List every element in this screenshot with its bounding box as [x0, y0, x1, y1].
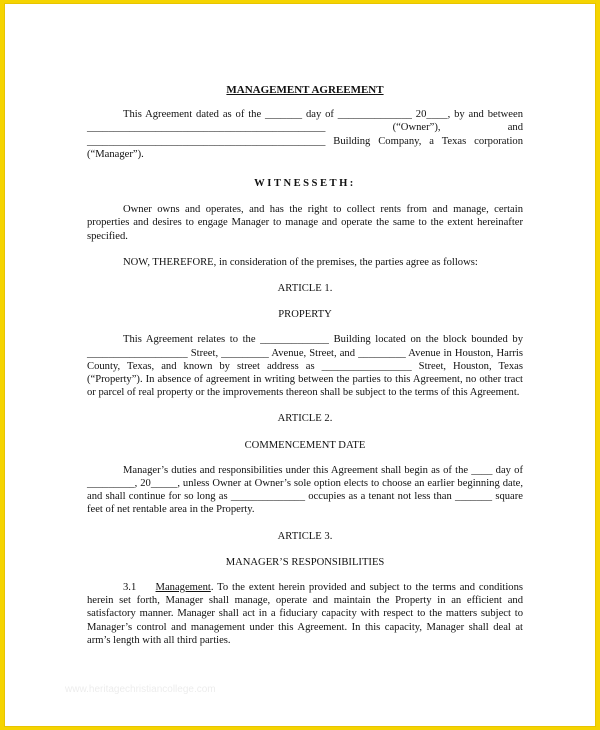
article-1-heading: PROPERTY: [278, 309, 332, 321]
section-3-1-number: 3.1: [123, 582, 137, 594]
document-title: MANAGEMENT AGREEMENT: [226, 84, 384, 96]
section-3-1-title: Management: [155, 582, 211, 594]
witnesseth-heading: WITNESSETH:: [254, 178, 356, 190]
document-page: [5, 4, 595, 726]
article-3-heading: MANAGER’S RESPONSIBILITIES: [225, 556, 385, 568]
intro-paragraph: This Agreement dated as of the _______ day of ______________ 20____, by and between _____________________________________________ (“Owner”), and _____________________________________________ Building Company, a Texas corporation (“Manager”).: [87, 109, 523, 160]
article-3-number: ARTICLE 3.: [277, 530, 333, 542]
article-2-body: Manager’s duties and responsibilities under this Agreement shall begin as of the ____ day of _________, 20_____, unless Owner at Owner’s sole option elects to choose an earlier beginning date, and shall continue for so long as ______________ occupies as a tenant not less than _______ square feet of net rentable area in the Property.: [87, 464, 523, 516]
article-1-body: This Agreement relates to the _____________ Building located on the block bounded by ___________________ Street, _________ Avenue, Street, and _________ Avenue in Houston, Harris County, Texas, and known by street address as _________________ Street, Houston, Texas (“Property”). In absence of agreement in writing between the parties to this Agreement, no other tract or parcel of real property or the improvements thereon shall be subject to the terms of this Agreement.: [87, 334, 523, 399]
section-3-1-paragraph: [87, 581, 523, 647]
document-body: [87, 84, 523, 647]
recital-paragraph: Owner owns and operates, and has the right to collect rents from and manage, certain properties and desires to engage Manager to manage and operate the same to the extent hereinafter specified.: [87, 204, 523, 242]
section-3-1-body: . To the extent herein provided and subject to the terms and conditions herein set forth, Manager shall manage, operate and maintain the Property in an efficient and satisfactory manner. Manager shall act in a fiduciary capacity with respect to the matters subject to Manager’s control and management under this Agreement. In this capacity, Manager shall deal at arm’s length with all third parties.: [87, 582, 523, 646]
article-2-number: ARTICLE 2.: [277, 413, 333, 425]
article-1-number: ARTICLE 1.: [277, 283, 333, 295]
now-therefore-paragraph: NOW, THEREFORE, in consideration of the premises, the parties agree as follows:: [123, 256, 478, 268]
watermark: www.heritagechristiancollege.com: [65, 684, 216, 695]
article-2-heading: COMMENCEMENT DATE: [244, 439, 366, 451]
